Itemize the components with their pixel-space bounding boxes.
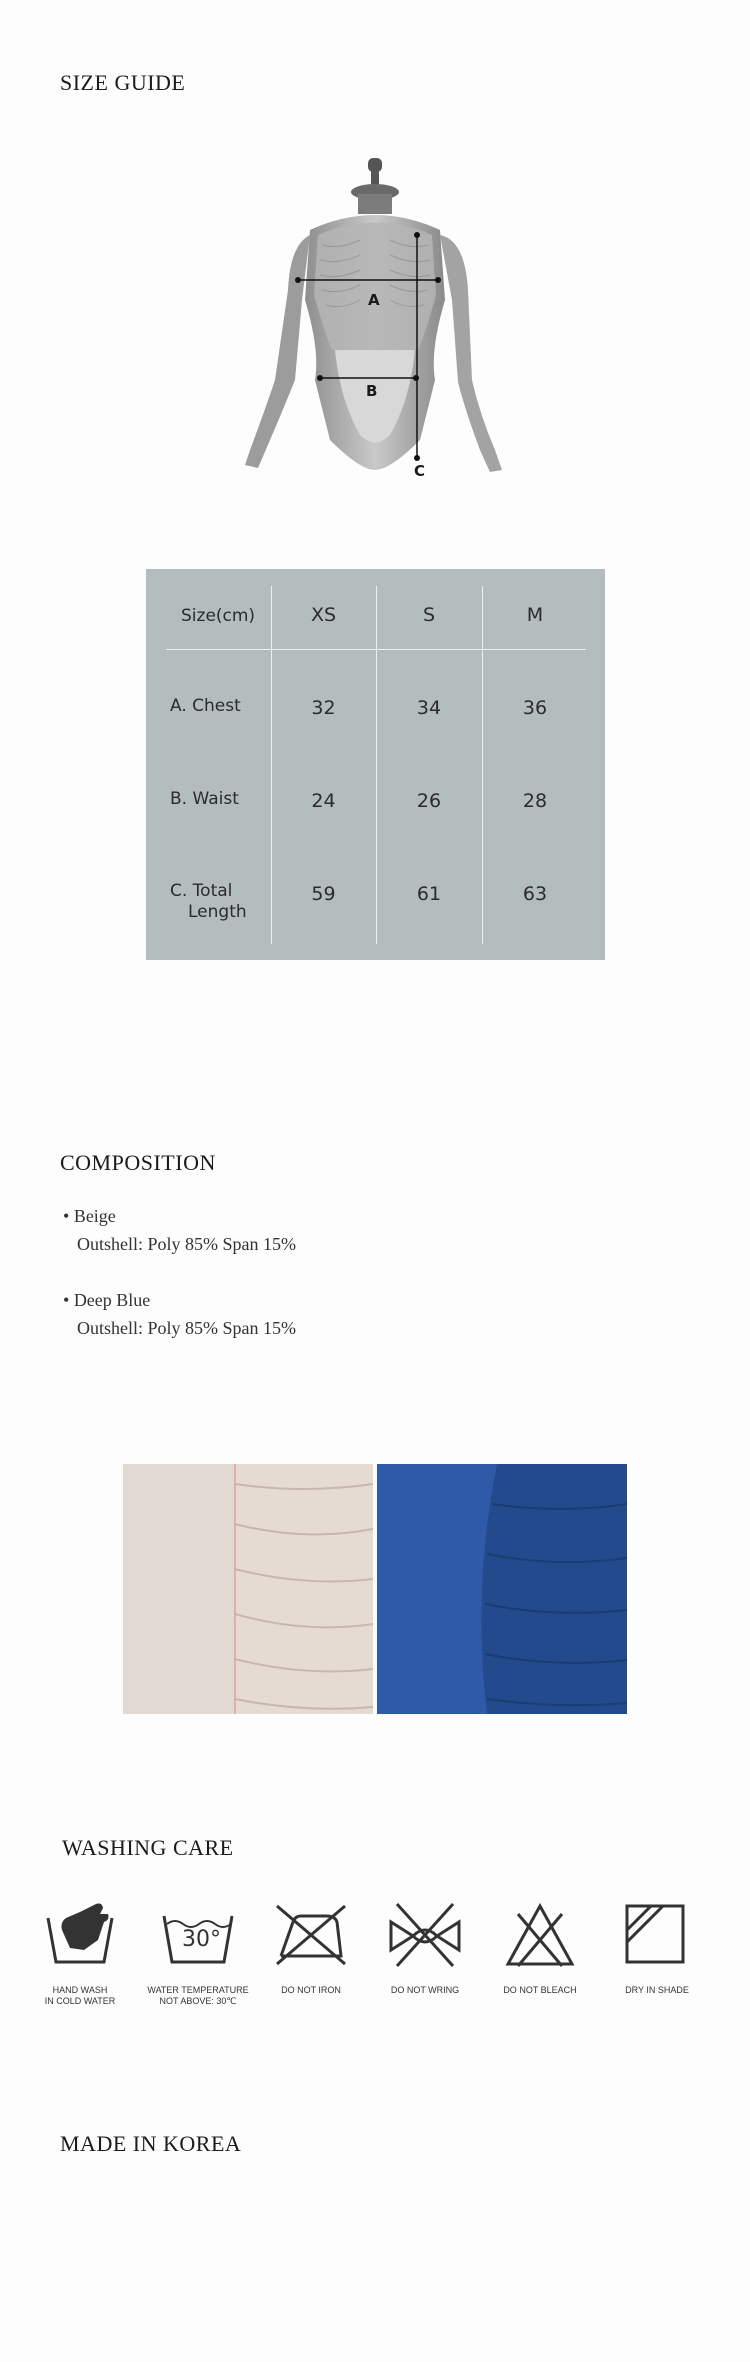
made-in-korea-title: MADE IN KOREA <box>60 2131 242 2156</box>
care-label: HAND WASH IN COLD WATER <box>44 1985 116 2006</box>
dry-in-shade-icon <box>617 1900 697 1970</box>
hand-wash-icon <box>40 1900 120 1970</box>
marker-b: B <box>366 382 378 400</box>
color-name: Beige <box>73 1206 116 1226</box>
composition-title: COMPOSITION <box>60 1150 216 1175</box>
table-cell: 63 <box>522 883 548 905</box>
composition-detail: Outshell: Poly 85% Span 15% <box>77 1234 296 1254</box>
color-name: Deep Blue <box>73 1290 151 1310</box>
marker-a: A <box>368 291 380 309</box>
size-table <box>146 569 605 960</box>
composition-item <box>63 1286 150 1314</box>
beige-fabric-swatch <box>123 1464 373 1714</box>
care-label: DO NOT BLEACH <box>503 1985 577 1995</box>
table-cell: 28 <box>522 790 548 812</box>
care-label: DO NOT IRON <box>281 1985 341 1995</box>
size-xs-header: XS <box>310 604 337 626</box>
marker-c: C <box>414 462 426 480</box>
table-cell: 34 <box>416 697 442 719</box>
care-label: DRY IN SHADE <box>625 1985 689 1995</box>
size-s-header: S <box>422 604 436 626</box>
waist-label: B. Waist <box>170 789 239 809</box>
table-cell: 26 <box>416 790 442 812</box>
mannequin-diagram <box>240 150 520 510</box>
composition-item <box>63 1202 116 1230</box>
bullet: • <box>63 1290 70 1310</box>
water-temperature-icon <box>158 1900 238 1970</box>
size-m-header: M <box>526 604 544 626</box>
size-header-label: Size(cm) <box>181 606 256 626</box>
table-cell: 36 <box>522 697 548 719</box>
do-not-bleach-icon <box>500 1900 580 1970</box>
deep-blue-fabric-swatch <box>377 1464 627 1714</box>
do-not-iron-icon <box>271 1900 351 1970</box>
care-label: DO NOT WRING <box>390 1985 460 1995</box>
table-cell: 61 <box>416 883 442 905</box>
total-length-label-2: Length <box>188 902 247 922</box>
care-label: WATER TEMPERATURE NOT ABOVE: 30℃ <box>147 1985 249 2006</box>
washing-care-title: WASHING CARE <box>62 1835 234 1860</box>
bullet: • <box>63 1206 70 1226</box>
total-length-label-1: C. Total <box>170 881 233 901</box>
do-not-wring-icon <box>385 1900 465 1970</box>
table-cell: 24 <box>311 790 336 812</box>
table-cell: 32 <box>311 697 336 719</box>
chest-label: A. Chest <box>170 696 241 716</box>
temperature-text: 30° <box>182 1927 221 1952</box>
composition-detail: Outshell: Poly 85% Span 15% <box>77 1318 296 1338</box>
size-guide-title: SIZE GUIDE <box>60 70 186 95</box>
table-cell: 59 <box>311 883 336 905</box>
